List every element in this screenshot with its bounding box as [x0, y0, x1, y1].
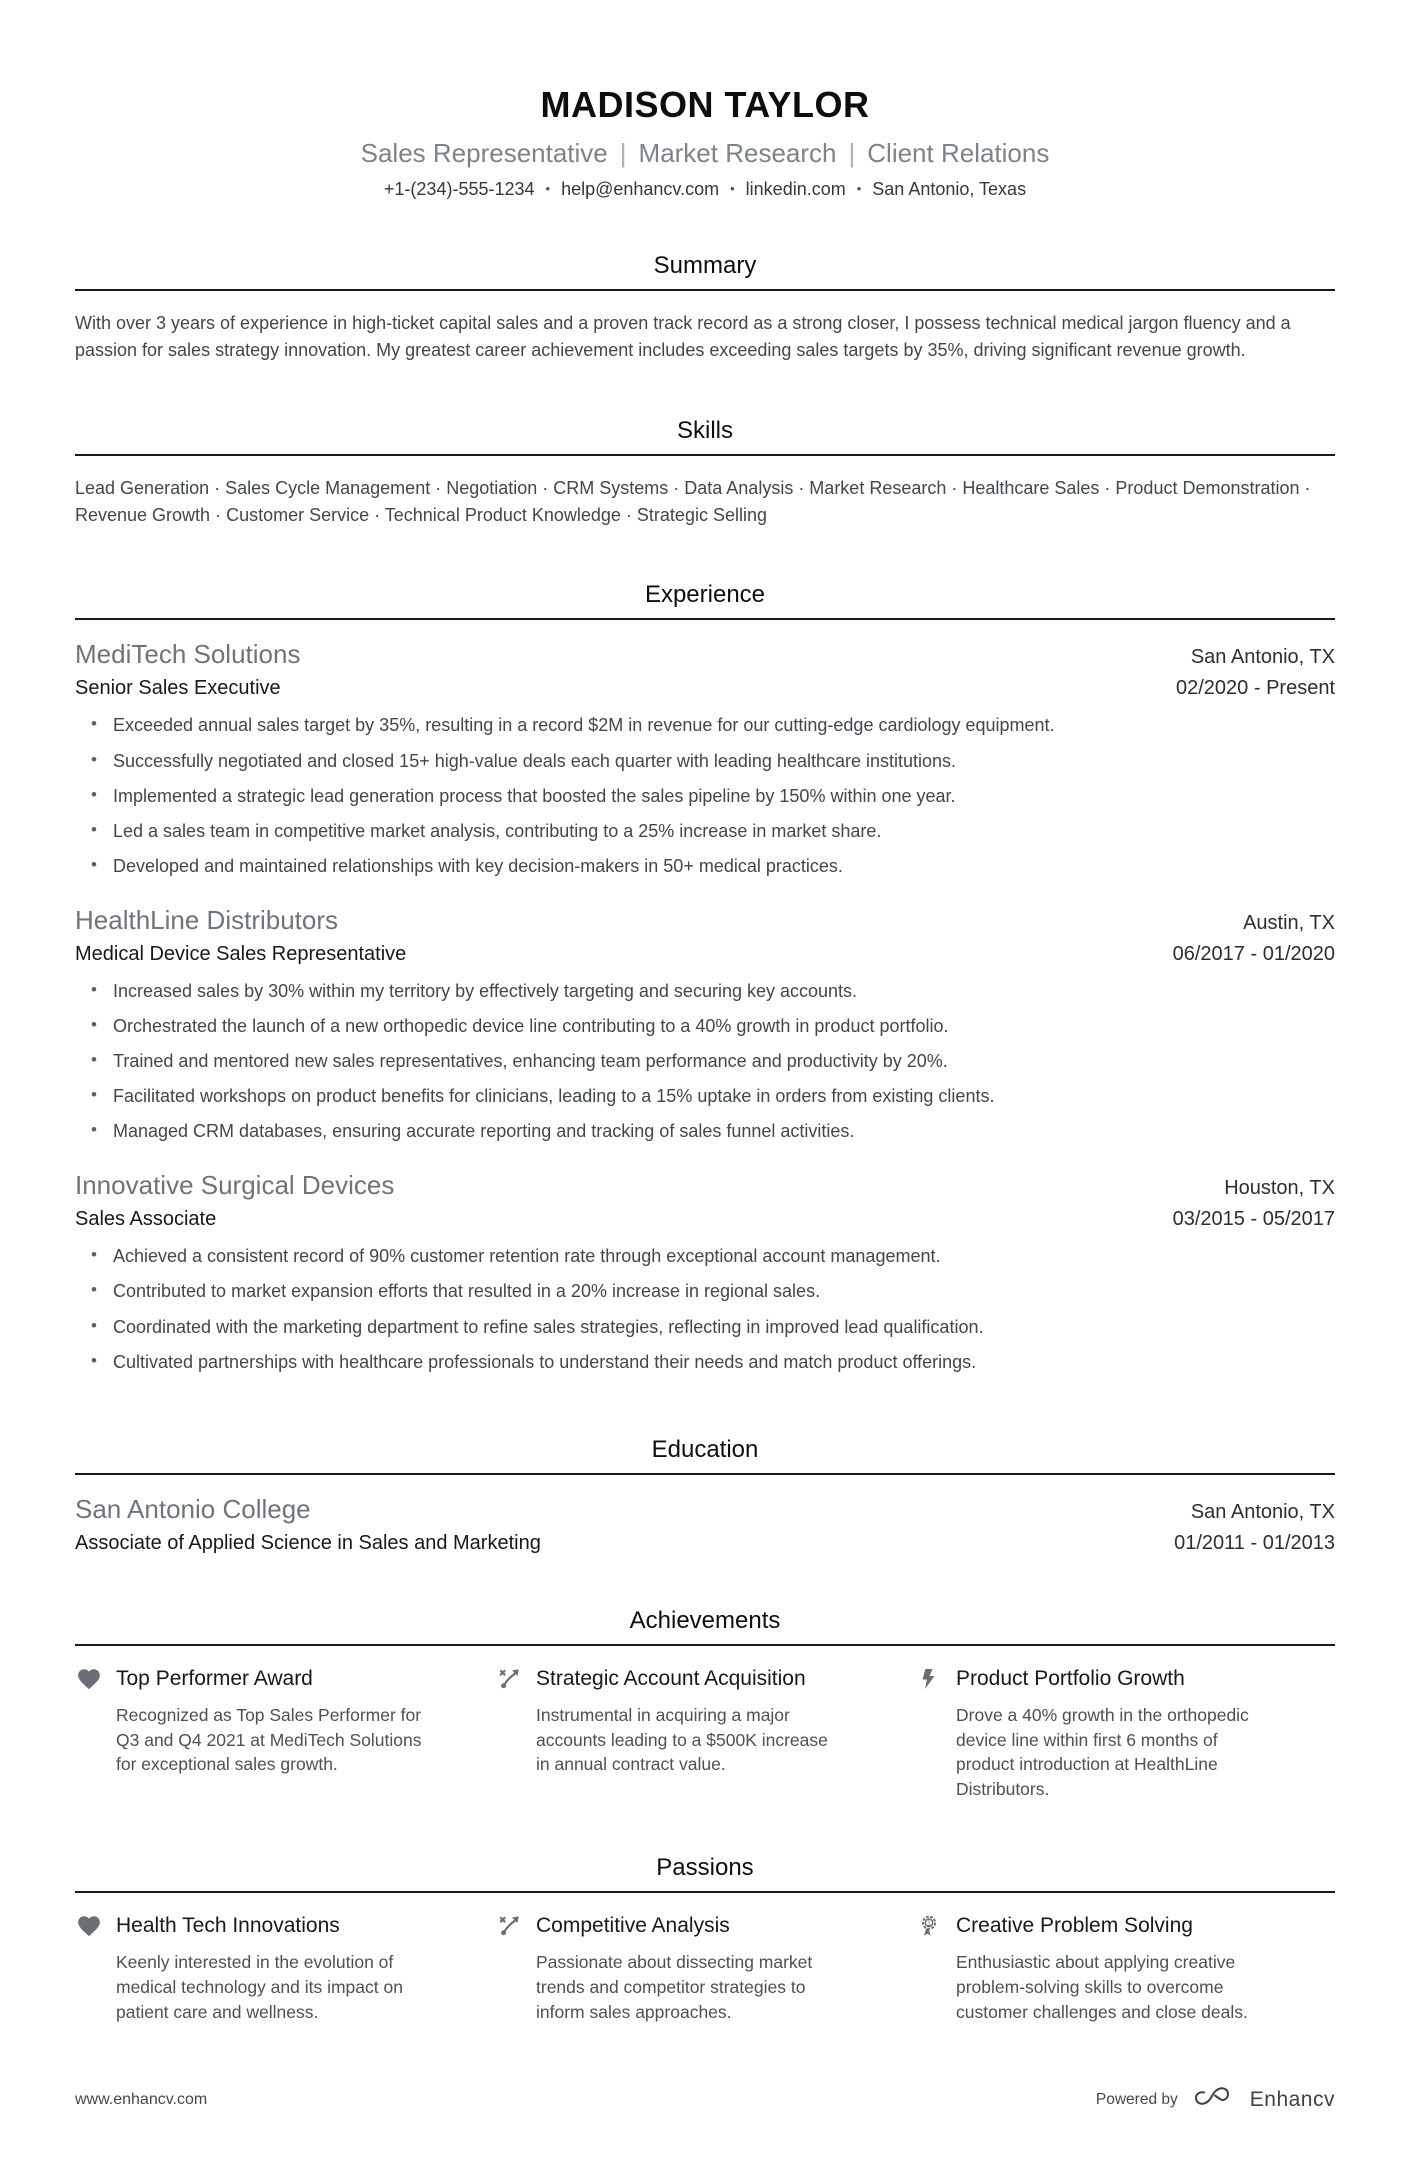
- education-section: [75, 1436, 1335, 1555]
- headline: [75, 138, 1335, 169]
- experience-section: [75, 581, 1335, 1383]
- section-divider: [75, 618, 1335, 620]
- school-location: San Antonio, TX: [1190, 1500, 1335, 1523]
- section-divider: [75, 454, 1335, 456]
- section-title-experience: Experience: [644, 581, 766, 609]
- job-highlights: [75, 1243, 1335, 1374]
- job-dates: 02/2020 - Present: [1176, 677, 1335, 700]
- job-title: Medical Device Sales Representative: [75, 942, 407, 965]
- achievements-section: [75, 1607, 1335, 1802]
- experience-entry: [75, 639, 1335, 878]
- achievement-title: Top Performer Award: [116, 1666, 313, 1690]
- achievement-text: Recognized as Top Sales Performer for Q3 and Q4 2021 at MediTech Solutions for exceptional sales growth.: [116, 1704, 422, 1775]
- section-title-education: Education: [651, 1435, 759, 1463]
- achievement-text: Drove a 40% growth in the orthopedic device line within first 6 months of product introduction at HealthLine Distributors.: [956, 1704, 1249, 1800]
- pipe-separator: |: [619, 138, 627, 168]
- headline-specialty: Market Research: [638, 138, 837, 168]
- experience-entry: [75, 905, 1335, 1144]
- achievement-title: Strategic Account Acquisition: [536, 1666, 806, 1690]
- enhancv-brand-text[interactable]: Enhancv: [1249, 2088, 1335, 2112]
- pipe-separator: |: [848, 138, 856, 168]
- section-title-summary: Summary: [653, 252, 757, 279]
- headline-role: Sales Representative: [360, 138, 608, 168]
- email-link[interactable]: help@enhancv.com: [561, 179, 720, 199]
- job-highlight: • Orchestrated the launch of a new orthopedic device line contributing to a 40% growth in product portfolio.: [75, 1013, 1335, 1039]
- heart-icon: [75, 1912, 103, 1940]
- person-name: MADISON TAYLOR: [540, 84, 870, 125]
- job-dates: 03/2015 - 05/2017: [1172, 1208, 1335, 1231]
- job-title: Sales Associate: [75, 1208, 217, 1231]
- job-location: San Antonio, TX: [1190, 646, 1335, 669]
- job-location: Houston, TX: [1224, 1177, 1335, 1200]
- passion-title: Creative Problem Solving: [956, 1914, 1193, 1938]
- location-text: San Antonio, Texas: [872, 179, 1027, 199]
- lightning-icon: [915, 1665, 943, 1693]
- job-highlight: • Coordinated with the marketing department to refine sales strategies, reflecting in improved lead qualification.: [75, 1314, 1335, 1340]
- job-location: Austin, TX: [1243, 911, 1335, 934]
- section-divider: [75, 1891, 1335, 1893]
- education-dates: 01/2011 - 01/2013: [1174, 1531, 1335, 1554]
- job-dates: 06/2017 - 01/2020: [1172, 942, 1335, 965]
- heart-icon: [75, 1665, 103, 1693]
- achievement-text: Instrumental in acquiring a major accounts leading to a $500K increase in annual contract value.: [536, 1704, 828, 1775]
- svg-text:1: 1: [927, 1920, 931, 1928]
- company-name: MediTech Solutions: [75, 639, 301, 670]
- job-highlights: [75, 712, 1335, 878]
- company-name: HealthLine Distributors: [75, 904, 339, 935]
- dot-separator: •: [730, 181, 735, 196]
- header: [75, 84, 1335, 200]
- job-highlight: • Facilitated workshops on product benefits for clinicians, leading to a 15% uptake in orders from existing clients.: [75, 1083, 1335, 1109]
- achievement-item: [75, 1665, 495, 1802]
- job-highlight: • Led a sales team in competitive market analysis, contributing to a 25% increase in market share.: [75, 818, 1335, 844]
- summary-section: [75, 252, 1335, 365]
- achievement-title: Product Portfolio Growth: [956, 1666, 1185, 1690]
- dot-separator: •: [856, 181, 862, 196]
- degree-name: Associate of Applied Science in Sales and Marketing: [75, 1531, 541, 1554]
- skills-section: [75, 417, 1335, 530]
- section-divider: [75, 1644, 1335, 1646]
- enhancv-logo-icon[interactable]: [1192, 2085, 1236, 2116]
- job-highlight: • Developed and maintained relationships with key decision-makers in 50+ medical practices.: [75, 853, 1335, 879]
- headline-specialty: Client Relations: [867, 138, 1050, 168]
- job-highlight: • Contributed to market expansion efforts that resulted in a 20% increase in regional sales.: [75, 1278, 1335, 1304]
- job-highlight: • Achieved a consistent record of 90% customer retention rate through exceptional account management.: [75, 1243, 1335, 1269]
- powered-by-label: Powered by: [1095, 2091, 1178, 2109]
- contact-line: [75, 179, 1335, 200]
- job-title: Senior Sales Executive: [75, 677, 281, 700]
- passions-section: [75, 1854, 1335, 2025]
- strategy-icon: [495, 1665, 523, 1693]
- job-highlight: • Exceeded annual sales target by 35%, resulting in a record $2M in revenue for our cutting-edge cardiology equipment.: [75, 712, 1335, 738]
- achievement-item: [495, 1665, 915, 1802]
- section-title-achievements: Achievements: [629, 1606, 781, 1634]
- passion-text: Passionate about dissecting market trends and competitor strategies to inform sales approaches.: [536, 1952, 813, 2022]
- job-highlight: • Implemented a strategic lead generation process that boosted the sales pipeline by 150% within one year.: [75, 783, 1335, 809]
- job-highlight: • Trained and mentored new sales representatives, enhancing team performance and productivity by 20%.: [75, 1048, 1335, 1074]
- section-divider: [75, 1473, 1335, 1475]
- summary-text: With over 3 years of experience in high-ticket capital sales and a proven track record as a strong closer, I possess technical medical jargon fluency and a passion for sales strategy innovation. My greatest career achievement includes exceeding sales targets by 35%, driving significant revenue growth.: [75, 313, 1291, 361]
- school-name: San Antonio College: [75, 1493, 311, 1524]
- footer-site-link[interactable]: www.enhancv.com: [75, 2091, 208, 2109]
- achievement-item: [915, 1665, 1335, 1802]
- job-highlight: • Cultivated partnerships with healthcare professionals to understand their needs and match product offerings.: [75, 1349, 1335, 1375]
- strategy-icon: [495, 1912, 523, 1940]
- linkedin-link[interactable]: linkedin.com: [745, 179, 846, 199]
- job-highlight: • Increased sales by 30% within my territory by effectively targeting and securing key accounts.: [75, 978, 1335, 1004]
- company-name: Innovative Surgical Devices: [75, 1170, 395, 1201]
- skills-list: Lead Generation · Sales Cycle Management · Negotiation · CRM Systems · Data Analysis · Market Research · Healthcare Sales · Product Demonstration · Revenue Growth · Customer Service · Technical Product Knowledge · Strategic Selling: [75, 477, 1311, 526]
- section-title-skills: Skills: [676, 416, 733, 444]
- passion-item: [915, 1912, 1335, 2025]
- phone-number: +1-(234)-555-1234: [383, 179, 535, 199]
- passion-text: Enthusiastic about applying creative problem-solving skills to overcome customer challenges and close deals.: [956, 1952, 1248, 2022]
- job-highlight: • Successfully negotiated and closed 15+ high-value deals each quarter with leading healthcare institutions.: [75, 748, 1335, 774]
- medal-icon: [915, 1912, 943, 1940]
- passion-item: [495, 1912, 915, 2025]
- education-entry: [75, 1494, 1335, 1555]
- footer: [75, 2025, 1335, 2116]
- job-highlight: • Managed CRM databases, ensuring accurate reporting and tracking of sales funnel activities.: [75, 1118, 1335, 1144]
- section-divider: [75, 289, 1335, 291]
- section-title-passions: Passions: [656, 1854, 754, 1882]
- passion-text: Keenly interested in the evolution of medical technology and its impact on patient care and wellness.: [116, 1952, 403, 2022]
- job-highlights: [75, 978, 1335, 1144]
- passion-title: Competitive Analysis: [536, 1914, 730, 1938]
- dot-separator: •: [545, 181, 551, 196]
- passion-title: Health Tech Innovations: [116, 1914, 340, 1938]
- passion-item: [75, 1912, 495, 2025]
- experience-entry: [75, 1170, 1335, 1374]
